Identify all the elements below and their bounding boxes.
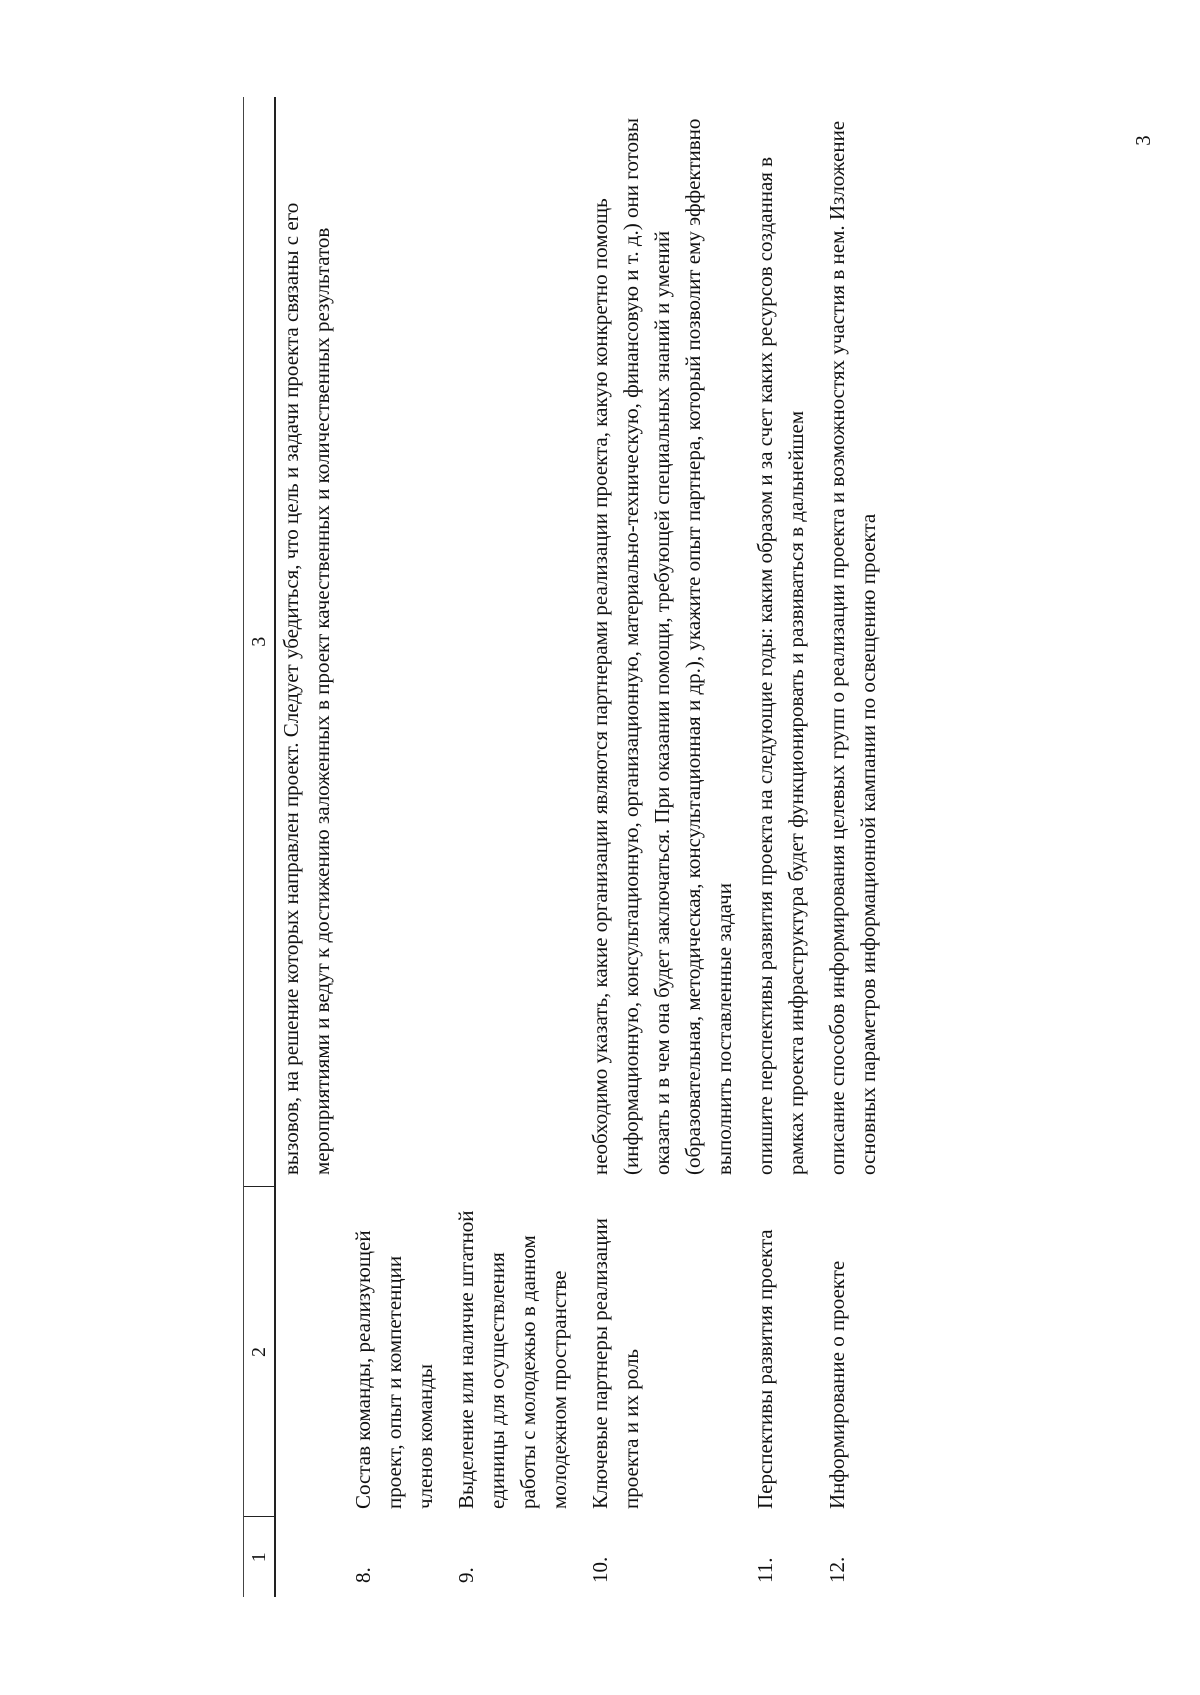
row-number: 10. [588,1556,612,1583]
table-row [346,97,449,1597]
row-title: Ключевые партнеры реализации проекта и их роль [588,1218,643,1509]
row-title: Состав команды, реализующей проект, опыт и компетенции членов команды [351,1230,437,1509]
table-row [275,97,346,1597]
row-title: Информирование о проекте [825,1260,849,1509]
table-row [820,97,892,1597]
page-number: 3 [1130,135,1155,146]
row-description [346,97,449,1187]
row-description [449,97,583,1187]
row-number: 8. [351,1567,375,1583]
row-description: необходимо указать, какие организации являются партнерами реализации проекта, какую конкретно помощь (информационную, консультационную, организационную, материально-техническую, финансовую и т. д.) они готовы оказать и в чем она будет заключаться. При оказании помощи, требующей специальных знаний и умений (образовательная, методическая, консультационная и др.), укажите опыт партнера, который позволит ему эффективно выполнить поставленные задачи [588,118,736,1175]
row-number [275,1517,346,1597]
row-title: Выделение или наличие штатной единицы для осуществления работы с молодежью в данном молодежном пространстве [454,1210,571,1509]
table-header-row [244,97,276,1597]
row-title [275,1187,346,1517]
table-row [748,97,820,1597]
column-header-item: 2 [244,1187,276,1517]
column-header-number: 1 [244,1517,276,1597]
rotated-page-content [243,97,963,1597]
row-description: вызовов, на решение которых направлен проект. Следует убедиться, что цель и задачи проекта связаны с его мероприятиями и ведут к достижению заложенных в проект качественных и количественных результатов [279,202,334,1175]
row-description: описание способов информирования целевых групп о реализации проекта и возможностях участия в нем. Изложение основных параметров информационной кампании по освещению проекта [825,120,880,1175]
requirements-table [243,97,892,1597]
row-number: 12. [825,1556,849,1583]
row-number: 9. [454,1567,478,1583]
row-number: 11. [753,1557,777,1583]
row-description: опишите перспективы развития проекта на следующие годы: каким образом и за счет каких ресурсов созданная в рамках проекта инфраструктура будет функционировать и развиваться в дальнейшем [753,156,808,1175]
row-title: Перспективы развития проекта [753,1229,777,1509]
table-row [449,97,583,1597]
column-header-description: 3 [244,97,276,1187]
table-row [583,97,748,1597]
